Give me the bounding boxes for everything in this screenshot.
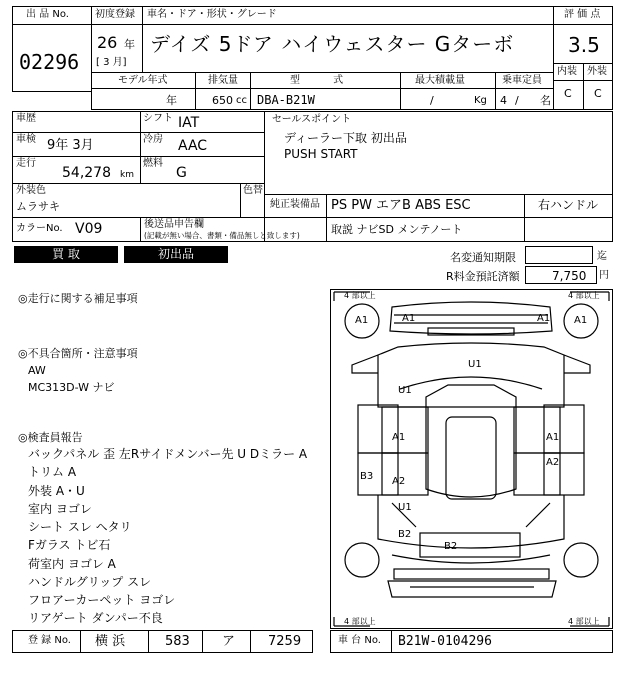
sales-point-label: セールスポイント xyxy=(272,114,352,125)
inspector-item: フロアーカーペット ヨゴレ xyxy=(28,593,176,607)
recycle-value: 7,750 xyxy=(552,269,587,283)
tire-label-rear-right: 4 部以上 xyxy=(568,617,600,626)
color-change-label: 色替 xyxy=(243,185,263,196)
mileage-unit: km xyxy=(120,170,134,180)
lot-number: 02296 xyxy=(19,50,80,74)
chassis-number: B21W-0104296 xyxy=(398,634,492,649)
year-unit: 年 xyxy=(124,38,135,51)
car-name-label: 車名・ドア・形状・グレード xyxy=(147,9,277,20)
registration-label: 登 録 No. xyxy=(28,635,71,646)
name-change-field xyxy=(525,246,593,264)
damage-mark: A2 xyxy=(392,476,406,487)
interior-label: 内装 xyxy=(557,66,577,77)
model-year-unit: 年 xyxy=(166,94,177,107)
score-label: 評 価 点 xyxy=(564,9,601,20)
recycle-label: R料金預託済額 xyxy=(446,270,520,283)
buy-tag: 買 取 xyxy=(14,246,118,263)
damage-mark: B3 xyxy=(360,471,374,482)
model-year-label: モデル年式 xyxy=(118,75,168,86)
driving-notes-title: ◎走行に関する補足事項 xyxy=(18,292,138,305)
chassis-label: 車 台 No. xyxy=(338,635,381,646)
damage-mark: A1 xyxy=(392,432,406,443)
max-load-unit: Kg xyxy=(474,95,487,106)
damage-mark: A1 xyxy=(546,432,560,443)
damage-mark: B2 xyxy=(444,541,458,552)
displacement-label: 排気量 xyxy=(208,75,238,86)
steering-value: 右ハンドル xyxy=(538,198,599,212)
manual-value: 取説 ナビSD メンテノート xyxy=(331,223,463,236)
exterior-label: 外装 xyxy=(587,66,607,77)
name-change-suffix: 迄 xyxy=(597,251,607,262)
displacement-unit: cc xyxy=(236,95,247,106)
first-registration-year: 26 xyxy=(97,33,118,52)
defect-item: AW xyxy=(28,364,46,377)
damage-mark: A2 xyxy=(546,457,560,468)
equipment-value: PS PW エアB ABS ESC xyxy=(331,198,471,213)
tire-label-rear-left: 4 部以上 xyxy=(344,617,376,626)
inspector-item: シート スレ ヘタリ xyxy=(28,520,132,534)
inspector-item: バックパネル 歪 左Rサイドメンバー先 U Dミラー A xyxy=(28,447,308,461)
mileage-label: 走行 xyxy=(16,158,36,169)
capacity-unit: 名 xyxy=(540,94,551,107)
first-registration-label: 初度登録 xyxy=(95,9,135,20)
defect-item: MC313D-W ナビ xyxy=(28,381,115,394)
inspector-item: リアゲート ダンパー不良 xyxy=(28,611,163,625)
damage-mark: A1 xyxy=(574,315,588,326)
shift-value: IAT xyxy=(178,115,200,131)
tire-label-front-right: 4 部以上 xyxy=(568,291,600,300)
fuel-label: 燃料 xyxy=(143,158,163,169)
exterior-color-label: 外装色 xyxy=(16,185,46,196)
registration-class: 583 xyxy=(165,634,190,649)
inspection-value: 9年 3月 xyxy=(47,138,94,153)
inspector-item: ハンドルグリップ スレ xyxy=(28,575,152,589)
sales-point-line-2: PUSH START xyxy=(284,147,358,161)
registration-area: 横 浜 xyxy=(95,634,126,649)
tire-label-front-left: 4 部以上 xyxy=(344,291,376,300)
displacement-value: 650 xyxy=(212,94,233,107)
first-listing-tag: 初出品 xyxy=(124,246,228,263)
history-label: 車歴 xyxy=(16,113,36,124)
fuel-value: G xyxy=(176,165,187,181)
inspector-item: 室内 ヨゴレ xyxy=(28,502,92,516)
name-change-label: 名変通知期限 xyxy=(450,251,516,264)
max-load-slash: / xyxy=(430,94,434,107)
aircon-label: 冷房 xyxy=(143,134,163,145)
inspector-item: トリム A xyxy=(28,465,77,479)
registration-kana: ア xyxy=(222,634,236,649)
sales-point-line-1: ディーラー下取 初出品 xyxy=(284,131,407,145)
docs-note: (記載が無い場合、書類・備品無しと致します) xyxy=(144,231,300,240)
exterior-grade: C xyxy=(594,87,602,100)
inspector-item: 外装 A・U xyxy=(28,484,85,498)
inspection-label: 車検 xyxy=(16,134,36,145)
model-code: DBA-B21W xyxy=(257,93,315,107)
damage-mark: B2 xyxy=(398,529,412,540)
aircon-value: AAC xyxy=(178,138,208,154)
inspector-item: Fガラス トビ石 xyxy=(28,538,111,552)
damage-mark: A1 xyxy=(537,313,551,324)
model-code-label: 型 式 xyxy=(290,75,344,86)
car-name: デイズ 5ドア ハイウェスター Gターボ xyxy=(150,32,515,56)
exterior-color-value: ムラサキ xyxy=(16,200,60,213)
defects-title: ◎不具合箇所・注意事項 xyxy=(18,347,138,360)
interior-grade: C xyxy=(564,87,572,100)
damage-mark: A1 xyxy=(355,315,369,326)
max-load-label: 最大積載量 xyxy=(415,75,465,86)
shift-label: シフト xyxy=(143,113,173,124)
color-number-value: V09 xyxy=(75,221,103,237)
car-outline xyxy=(330,289,613,629)
first-registration-month: [ 3 月] xyxy=(96,57,127,68)
damage-mark: U1 xyxy=(398,502,412,513)
docs-label: 後送品申告欄 xyxy=(144,219,204,230)
capacity-label: 乗車定員 xyxy=(502,75,542,86)
registration-number: 7259 xyxy=(268,634,302,649)
inspector-item: 荷室内 ヨゴレ A xyxy=(28,557,116,571)
inspector-title: ◎検査員報告 xyxy=(18,431,83,444)
damage-mark: U1 xyxy=(468,359,482,370)
recycle-unit: 円 xyxy=(599,270,609,281)
score: 3.5 xyxy=(568,33,600,57)
mileage-value: 54,278 xyxy=(62,165,111,181)
lot-number-label: 出 品 No. xyxy=(26,9,69,20)
equipment-label: 純正装備品 xyxy=(270,199,320,210)
damage-mark: U1 xyxy=(398,385,412,396)
capacity-slash: / xyxy=(515,94,519,107)
color-number-label: カラーNo. xyxy=(16,223,63,234)
damage-mark: A1 xyxy=(402,313,416,324)
capacity-value: 4 xyxy=(500,94,507,107)
